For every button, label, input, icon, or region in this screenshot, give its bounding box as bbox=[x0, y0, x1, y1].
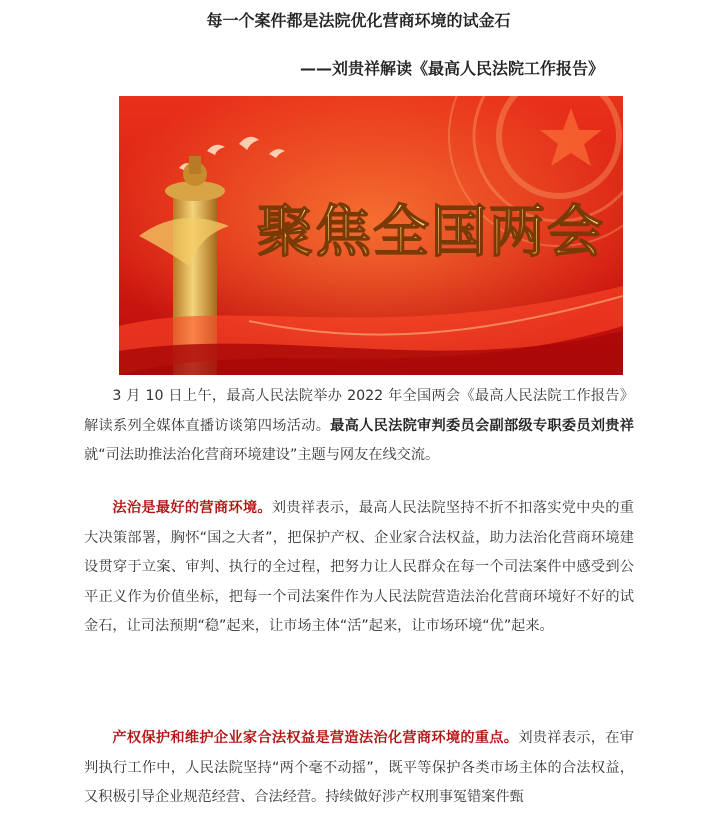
article-title: 每一个案件都是法院优化营商环境的试金石 bbox=[206, 11, 511, 30]
banner-text: 聚焦全国两会 bbox=[257, 199, 605, 265]
paragraph-1-text: 3 月 10 日上午，最高人民法院举办 2022 年全国两会《最高人民法院工作报告》解读系列全媒体直播访谈第四场活动。 bbox=[84, 388, 634, 434]
paragraph-1 bbox=[84, 382, 634, 471]
article-subtitle: ——刘贵祥解读《最高人民法院工作报告》 bbox=[300, 59, 605, 78]
paragraph-1-text-after: 就“司法助推法治化营商环境建设”主题与网友在线交流。 bbox=[84, 447, 440, 464]
paragraph-3 bbox=[84, 724, 634, 813]
paragraph-3-text: 刘贵祥表示，在审判执行工作中，人民法院坚持“两个毫不动摇”，既平等保护各类市场主体的合法权益，又积极引导企业规范经营、合法经营。持续做好涉产权刑事冤错案件甄 bbox=[84, 730, 634, 806]
paragraph-2-lead: 法治是最好的营商环境。 bbox=[112, 500, 272, 516]
paragraph-3-lead: 产权保护和维护企业家合法权益是营造法治化营商环境的重点。 bbox=[112, 730, 519, 746]
paragraph-2-text: 刘贵祥表示，最高人民法院坚持不折不扣落实党中央的重大决策部署，胸怀“国之大者”，把保护产权、企业家合法权益，助力法治化营商环境建设贯穿于立案、审判、执行的全过程，把努力让人民群众在每一个司法案件中感受到公平正义作为价值坐标，把每一个司法案件作为人民法院营造法治化营商环境好不好的试金石，让司法预期“稳”起来，让市场主体“活”起来，让市场环境“优”起来。 bbox=[84, 500, 634, 635]
paragraph-2 bbox=[84, 494, 634, 642]
paragraph-1-bold: 最高人民法院审判委员会副部级专职委员刘贵祥 bbox=[330, 417, 634, 434]
banner-image bbox=[119, 96, 623, 375]
